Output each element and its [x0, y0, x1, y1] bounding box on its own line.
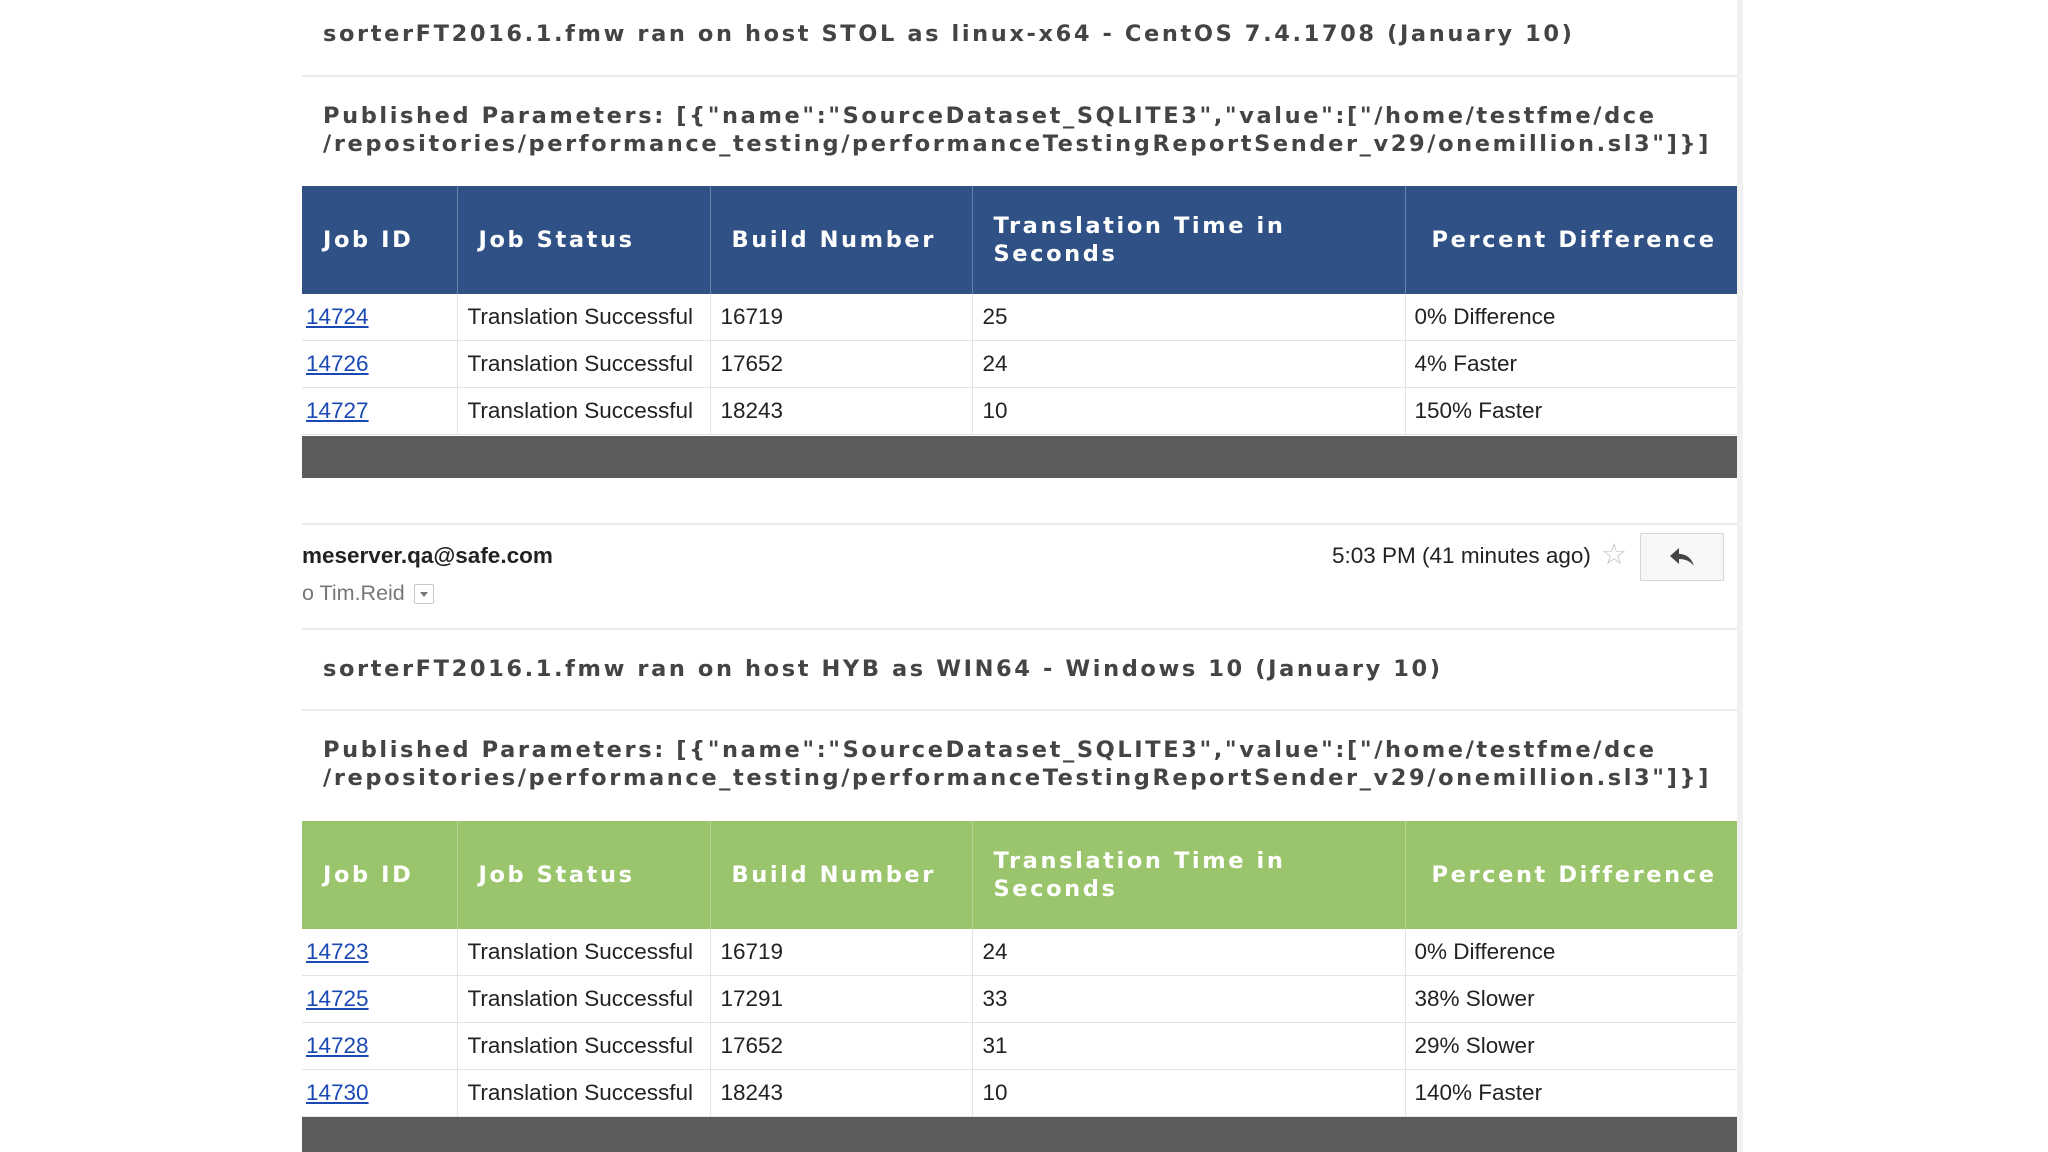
job-results-table	[302, 821, 1737, 1117]
table-row	[302, 929, 1737, 976]
translation-time-cell: 10	[972, 1070, 1405, 1117]
percent-difference-cell: 150% Faster	[1405, 388, 1737, 435]
job-status-cell: Translation Successful	[457, 976, 710, 1023]
column-header-build-number: Build Number	[710, 821, 972, 929]
divider	[302, 523, 1737, 525]
column-header-job-status: Job Status	[457, 821, 710, 929]
email-thread	[302, 0, 1737, 1152]
percent-difference-cell: 0% Difference	[1405, 929, 1737, 976]
job-id-cell	[302, 976, 457, 1023]
job-id-cell	[302, 1023, 457, 1070]
build-number-cell: 16719	[710, 294, 972, 341]
sender-address: meserver.qa@safe.com	[302, 543, 553, 568]
translation-time-cell: 25	[972, 294, 1405, 341]
column-header-translation-time: Translation Time in Seconds	[972, 186, 1405, 294]
translation-time-cell: 31	[972, 1023, 1405, 1070]
report-title: sorterFT2016.1.fmw ran on host HYB as WIN64 - Windows 10 (January 10)	[323, 656, 1443, 682]
job-id-cell	[302, 1070, 457, 1117]
email-footer-bar	[302, 436, 1737, 478]
build-number-cell: 17652	[710, 1023, 972, 1070]
translation-time-cell: 24	[972, 929, 1405, 976]
email-timestamp: 5:03 PM (41 minutes ago)	[1332, 543, 1591, 568]
parameters-line: /repositories/performance_testing/performanceTestingReportSender_v29/onemillion.sl3"]}]	[323, 765, 1712, 791]
divider	[302, 75, 1737, 77]
job-status-cell: Translation Successful	[457, 294, 710, 341]
parameters-line: /repositories/performance_testing/performanceTestingReportSender_v29/onemillion.sl3"]}]	[323, 131, 1712, 157]
job-results-table	[302, 186, 1737, 435]
build-number-cell: 18243	[710, 388, 972, 435]
job-id-cell	[302, 929, 457, 976]
column-header-job-status: Job Status	[457, 186, 710, 294]
job-id-cell	[302, 341, 457, 388]
recipient-line	[302, 581, 434, 606]
reply-arrow-icon	[1669, 546, 1695, 568]
job-status-cell: Translation Successful	[457, 929, 710, 976]
percent-difference-cell: 0% Difference	[1405, 294, 1737, 341]
job-id-link[interactable]: 14730	[306, 1080, 369, 1105]
percent-difference-cell: 38% Slower	[1405, 976, 1737, 1023]
divider	[302, 628, 1737, 630]
job-status-cell: Translation Successful	[457, 1070, 710, 1117]
job-id-link[interactable]: 14728	[306, 1033, 369, 1058]
job-status-cell: Translation Successful	[457, 1023, 710, 1070]
percent-difference-cell: 29% Slower	[1405, 1023, 1737, 1070]
table-row	[302, 1023, 1737, 1070]
table-row	[302, 976, 1737, 1023]
job-id-link[interactable]: 14727	[306, 398, 369, 423]
column-header-job-id: Job ID	[302, 186, 457, 294]
job-status-cell: Translation Successful	[457, 341, 710, 388]
translation-time-cell: 10	[972, 388, 1405, 435]
translation-time-cell: 24	[972, 341, 1405, 388]
job-id-link[interactable]: 14723	[306, 939, 369, 964]
build-number-cell: 18243	[710, 1070, 972, 1117]
percent-difference-cell: 4% Faster	[1405, 341, 1737, 388]
table-row	[302, 1070, 1737, 1117]
column-header-percent-difference: Percent Difference	[1405, 821, 1737, 929]
translation-time-cell: 33	[972, 976, 1405, 1023]
divider	[302, 709, 1737, 711]
job-id-link[interactable]: 14726	[306, 351, 369, 376]
reply-button[interactable]	[1640, 533, 1724, 581]
job-id-cell	[302, 294, 457, 341]
percent-difference-cell: 140% Faster	[1405, 1070, 1737, 1117]
build-number-cell: 17652	[710, 341, 972, 388]
star-icon[interactable]: ☆	[1601, 539, 1627, 571]
table-row	[302, 341, 1737, 388]
column-header-job-id: Job ID	[302, 821, 457, 929]
parameters-line: Published Parameters: [{"name":"SourceDataset_SQLITE3","value":["/home/testfme/dce	[323, 103, 1657, 129]
job-id-cell	[302, 388, 457, 435]
table-header-row	[302, 186, 1737, 294]
parameters-line: Published Parameters: [{"name":"SourceDataset_SQLITE3","value":["/home/testfme/dce	[323, 737, 1657, 763]
table-header-row	[302, 821, 1737, 929]
column-header-build-number: Build Number	[710, 186, 972, 294]
published-parameters	[323, 102, 1733, 158]
column-header-translation-time: Translation Time in Seconds	[972, 821, 1405, 929]
build-number-cell: 16719	[710, 929, 972, 976]
report-title: sorterFT2016.1.fmw ran on host STOL as linux-x64 - CentOS 7.4.1708 (January 10)	[323, 21, 1575, 47]
recipient-name: o Tim.Reid	[302, 581, 405, 605]
email-footer-bar	[302, 1117, 1737, 1152]
job-id-link[interactable]: 14724	[306, 304, 369, 329]
chevron-down-icon[interactable]	[414, 584, 434, 604]
build-number-cell: 17291	[710, 976, 972, 1023]
table-row	[302, 388, 1737, 435]
job-id-link[interactable]: 14725	[306, 986, 369, 1011]
pane-edge	[1737, 0, 1743, 1152]
job-status-cell: Translation Successful	[457, 388, 710, 435]
table-row	[302, 294, 1737, 341]
published-parameters	[323, 736, 1733, 792]
column-header-percent-difference: Percent Difference	[1405, 186, 1737, 294]
